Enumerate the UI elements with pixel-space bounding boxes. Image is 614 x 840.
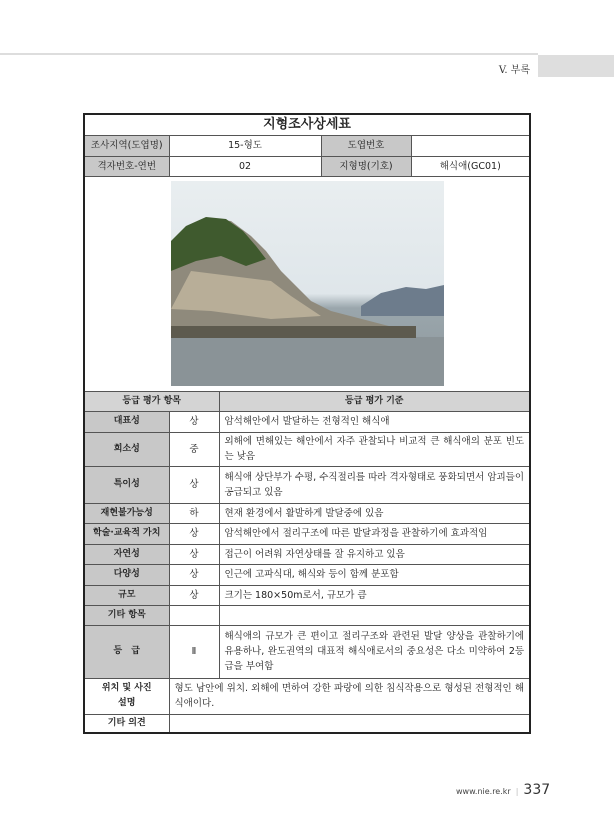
other-text [169,714,530,733]
header-rule [0,53,538,55]
location-label: 위치 및 사진 설명 [84,678,169,714]
value-sheet-number [411,135,530,156]
item-grade: 상 [169,523,219,544]
item-criteria: 암석해안에서 발달하는 전형적인 해식애 [219,411,530,432]
other-label: 기타 의견 [84,714,169,733]
item-grade: 상 [169,585,219,605]
item-criteria: 현재 환경에서 활발하게 발달중에 있음 [219,503,530,523]
item-grade: 하 [169,503,219,523]
page-number: 337 [523,782,551,798]
item-label: 재현불가능성 [84,503,169,523]
grade-value: Ⅱ [169,625,219,678]
label-grid-number: 격자번호-연번 [84,156,169,176]
item-criteria: 해식애 상단부가 수평, 수직절리를 따라 격자형태로 풍화되면서 암괴들이 공급되고 있음 [219,466,530,503]
item-label: 학술·교육적 가치 [84,523,169,544]
item-label: 규모 [84,585,169,605]
location-text: 형도 남안에 위치. 외해에 면하여 강한 파랑에 의한 침식작용으로 형성된 전형적인 해식애이다. [169,678,530,714]
site-url: www.nie.re.kr [456,787,511,796]
grade-criteria: 해식애의 규모가 큰 편이고 절리구조와 관련된 발달 양상을 관찰하기에 유용하나, 완도권역의 대표적 해식애로서의 중요성은 다소 미약하여 2등급을 부여함 [219,625,530,678]
item-criteria: 인근에 고파식대, 해식와 등이 함께 분포함 [219,564,530,585]
item-grade: 중 [169,432,219,466]
sea-cliff-photo [171,181,444,386]
page-footer [456,782,550,798]
item-label: 특이성 [84,466,169,503]
label-sheet-number: 도엽번호 [321,135,411,156]
eval-criteria-header: 등급 평가 기준 [219,391,530,411]
item-label: 자연성 [84,544,169,564]
item-label: 기타 항목 [84,605,169,625]
value-survey-area: 15-형도 [169,135,321,156]
section-label: V. 부록 [498,65,530,76]
item-criteria: 외해에 면해있는 해안에서 자주 관찰되나 비교적 큰 해식애의 분포 빈도는 낮음 [219,432,530,466]
footer-separator: | [515,787,519,796]
survey-detail-table [83,113,531,734]
value-landform-name: 해식애(GC01) [411,156,530,176]
item-grade: 상 [169,564,219,585]
item-criteria: 크기는 180×50m로서, 규모가 큼 [219,585,530,605]
item-grade: 상 [169,544,219,564]
item-label: 희소성 [84,432,169,466]
grade-label: 등 급 [84,625,169,678]
form-title: 지형조사상세표 [84,114,530,135]
photo-cell [84,176,530,391]
item-criteria: 암석해안에서 절리구조에 따른 발달과정을 관찰하기에 효과적임 [219,523,530,544]
item-grade: 상 [169,411,219,432]
label-landform-name: 지형명(기호) [321,156,411,176]
label-survey-area: 조사지역(도엽명) [84,135,169,156]
value-grid-number: 02 [169,156,321,176]
item-grade: 상 [169,466,219,503]
item-criteria: 접근이 어려워 자연상태를 잘 유지하고 있음 [219,544,530,564]
header-tab [538,55,614,77]
item-grade [169,605,219,625]
eval-items-header: 등급 평가 항목 [84,391,219,411]
item-label: 대표성 [84,411,169,432]
item-label: 다양성 [84,564,169,585]
item-criteria [219,605,530,625]
